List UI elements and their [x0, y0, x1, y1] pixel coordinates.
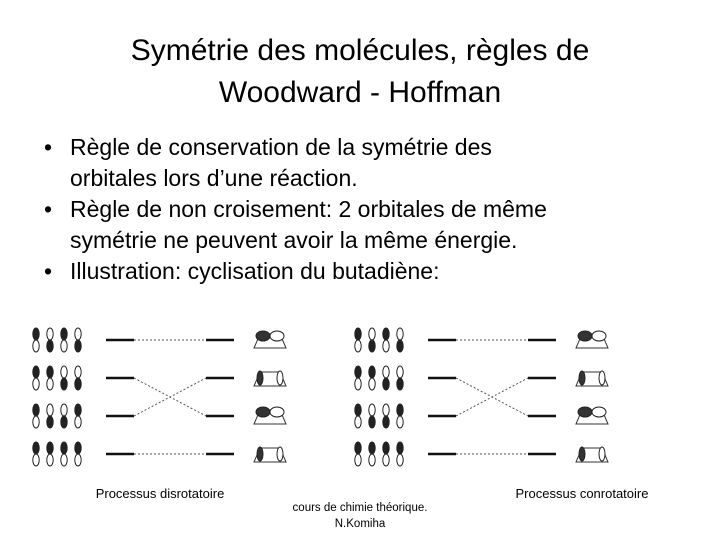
- p-orbital-lobe: [397, 340, 403, 352]
- p-orbital-lobe: [75, 416, 81, 428]
- footer-line-2: N.Komiha: [334, 518, 386, 530]
- p-orbital-lobe: [61, 378, 67, 390]
- p-orbital-lobe: [47, 340, 53, 352]
- p-orbital-lobe: [397, 416, 403, 428]
- pi-lobe: [579, 371, 585, 385]
- p-orbital-lobe: [61, 442, 67, 454]
- p-orbital-lobe: [397, 328, 403, 340]
- p-orbital-lobe: [369, 378, 375, 390]
- p-orbital-lobe: [383, 416, 389, 428]
- p-orbital-lobe: [33, 442, 39, 454]
- p-orbital-lobe: [383, 378, 389, 390]
- p-orbital-lobe: [33, 366, 39, 378]
- p-orbital-lobe: [355, 378, 361, 390]
- bullet-item: [44, 256, 684, 287]
- p-orbital-lobe: [383, 404, 389, 416]
- sigma-lobe: [578, 407, 592, 417]
- sigma-lobe: [270, 331, 284, 341]
- slide-title: [60, 30, 660, 114]
- p-orbital-lobe: [355, 454, 361, 466]
- p-orbital-lobe: [369, 416, 375, 428]
- p-orbital-lobe: [383, 340, 389, 352]
- conrotatory-diagram: [355, 328, 608, 466]
- slide-title-line-1: Symétrie des molécules, règles de: [130, 34, 590, 67]
- p-orbital-lobe: [61, 366, 67, 378]
- p-orbital-lobe: [47, 454, 53, 466]
- p-orbital-lobe: [75, 340, 81, 352]
- bullet-text-line: orbitales lors d’une réaction.: [70, 165, 358, 191]
- p-orbital-lobe: [33, 404, 39, 416]
- p-orbital-lobe: [369, 328, 375, 340]
- p-orbital-lobe: [75, 404, 81, 416]
- p-orbital-lobe: [75, 442, 81, 454]
- pi-lobe: [257, 371, 263, 385]
- footer-credit: [270, 500, 450, 532]
- p-orbital-lobe: [61, 404, 67, 416]
- p-orbital-lobe: [33, 340, 39, 352]
- slide-title-line-2: Woodward - Hoffman: [218, 76, 502, 109]
- p-orbital-lobe: [397, 404, 403, 416]
- p-orbital-lobe: [355, 442, 361, 454]
- pi-lobe: [599, 371, 605, 385]
- sigma-lobe: [270, 407, 284, 417]
- pi-lobe: [599, 447, 605, 461]
- p-orbital-lobe: [47, 378, 53, 390]
- p-orbital-lobe: [33, 328, 39, 340]
- p-orbital-lobe: [397, 442, 403, 454]
- p-orbital-lobe: [355, 366, 361, 378]
- p-orbital-lobe: [355, 404, 361, 416]
- p-orbital-lobe: [397, 378, 403, 390]
- sigma-lobe: [578, 331, 592, 341]
- p-orbital-lobe: [383, 454, 389, 466]
- footer-line-1: cours de chimie théorique.: [292, 502, 428, 514]
- p-orbital-lobe: [397, 366, 403, 378]
- p-orbital-lobe: [383, 328, 389, 340]
- pi-lobe: [277, 447, 283, 461]
- p-orbital-lobe: [355, 328, 361, 340]
- p-orbital-lobe: [47, 404, 53, 416]
- p-orbital-lobe: [383, 366, 389, 378]
- conrotatory-caption: Processus conrotatoire: [515, 486, 649, 501]
- pi-lobe: [277, 371, 283, 385]
- p-orbital-lobe: [383, 442, 389, 454]
- correlation-diagram: [18, 318, 654, 486]
- bullet-text-line: • Règle de non croisement: 2 orbitales de même: [70, 196, 547, 222]
- p-orbital-lobe: [47, 328, 53, 340]
- p-orbital-lobe: [75, 328, 81, 340]
- p-orbital-lobe: [61, 416, 67, 428]
- p-orbital-lobe: [33, 416, 39, 428]
- p-orbital-lobe: [369, 340, 375, 352]
- p-orbital-lobe: [369, 442, 375, 454]
- bullet-item: [44, 132, 684, 194]
- disrotatory-caption: Processus disrotatoire: [95, 486, 225, 501]
- p-orbital-lobe: [369, 404, 375, 416]
- sigma-lobe: [592, 407, 606, 417]
- bullet-list: [44, 132, 684, 287]
- p-orbital-lobe: [47, 442, 53, 454]
- pi-lobe: [579, 447, 585, 461]
- p-orbital-lobe: [61, 328, 67, 340]
- p-orbital-lobe: [369, 454, 375, 466]
- p-orbital-lobe: [61, 454, 67, 466]
- p-orbital-lobe: [355, 416, 361, 428]
- sigma-lobe: [256, 331, 270, 341]
- p-orbital-lobe: [33, 454, 39, 466]
- p-orbital-lobe: [355, 340, 361, 352]
- bullet-text-line: • Illustration: cyclisation du butadiène:: [70, 258, 440, 284]
- sigma-lobe: [256, 407, 270, 417]
- p-orbital-lobe: [33, 378, 39, 390]
- bullet-text-line: • Règle de conservation de la symétrie des: [70, 134, 492, 160]
- pi-lobe: [257, 447, 263, 461]
- sigma-lobe: [592, 331, 606, 341]
- p-orbital-lobe: [47, 366, 53, 378]
- bullet-text-line: symétrie ne peuvent avoir la même énergie.: [70, 227, 518, 253]
- p-orbital-lobe: [47, 416, 53, 428]
- p-orbital-lobe: [397, 454, 403, 466]
- p-orbital-lobe: [61, 340, 67, 352]
- p-orbital-lobe: [75, 366, 81, 378]
- bullet-item: [44, 194, 684, 256]
- p-orbital-lobe: [369, 366, 375, 378]
- p-orbital-lobe: [75, 454, 81, 466]
- p-orbital-lobe: [75, 378, 81, 390]
- disrotatory-diagram: [33, 328, 286, 466]
